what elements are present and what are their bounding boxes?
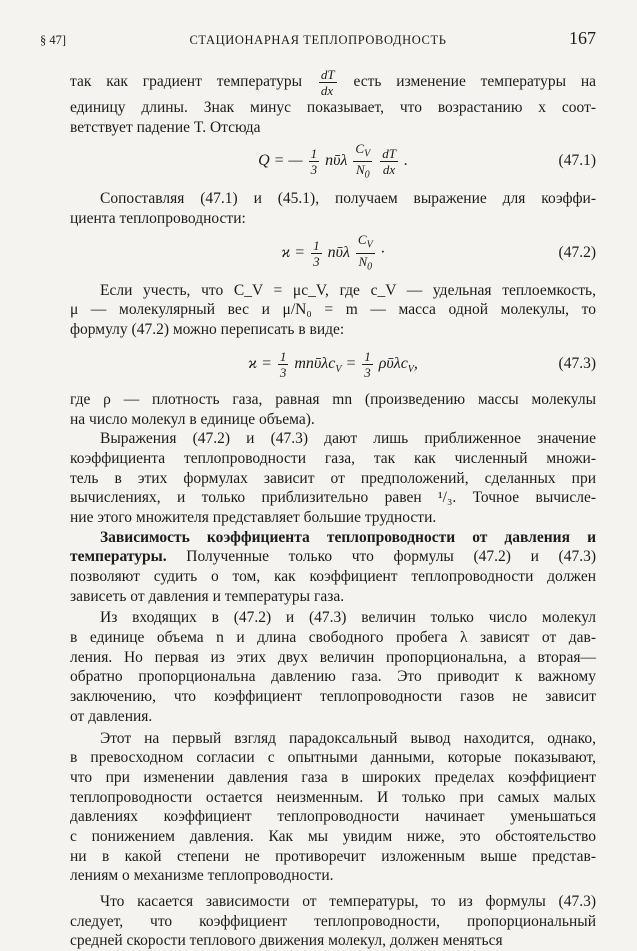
- paragraph-5-line: в единице объема n и длина свободного пробега λ зависят от дав-: [70, 629, 596, 647]
- paragraph-7-line: следует, что коэффициент теплопроводности, пропорциональный: [70, 912, 596, 930]
- paragraph-2-line: μ — молекулярный вес и μ/N₀ = m — масса одной молекулы, то: [70, 301, 596, 319]
- paragraph-4-line: зависеть от давления и температуры газа.: [70, 587, 345, 605]
- paragraph-6-line: что при изменении давления газа в широких пределах коэффициент: [70, 768, 596, 786]
- paragraph-3-line: где ρ — плотность газа, равная mn (произведению массы молекулы: [70, 390, 596, 408]
- paragraph-5-line: ления. Но первая из этих двух величин пропорциональна, а вторая—: [70, 648, 596, 666]
- paragraph-1-line: Сопоставляя (47.1) и (45.1), получаем выражение для коэффи-: [100, 190, 596, 208]
- paragraph-6-line: в превосходном согласии с опытными данными, которые показывают,: [70, 749, 596, 767]
- section-heading-line-2: [70, 547, 596, 567]
- paragraph-3-line: тель в этих формулах зависит от предположений, сделанных при: [70, 469, 596, 487]
- paragraph-5-line: от давления.: [70, 707, 153, 725]
- equation-47-1-number: (47.1): [558, 152, 596, 170]
- paragraph-3-line: коэффициента теплопроводности газа, так как численный множи-: [70, 449, 596, 467]
- paragraph-2-line: Если учесть, что C_V = μc_V, где c_V — удельная теплоемкость,: [100, 281, 596, 299]
- section-ref: § 47]: [40, 33, 67, 47]
- paragraph-5-line: обратно пропорциональна давлению газа. Это приводит к важному: [70, 668, 596, 686]
- paragraph-6-line: с понижением давления. Как мы увидим ниже, это обстоятельство: [70, 827, 596, 845]
- paragraph-3-line: на число молекул в единице объема).: [70, 410, 315, 428]
- section-heading: Зависимость коэффициента теплопроводности от давления и: [100, 528, 596, 546]
- running-title: СТАЦИОНАРНАЯ ТЕПЛОПРОВОДНОСТЬ: [189, 33, 447, 47]
- equation-47-2: [70, 229, 596, 277]
- fraction-numerator: dT: [320, 66, 335, 82]
- paragraph-6-line: Этот на первый взгляд парадоксальный вывод находится, однако,: [100, 729, 596, 747]
- equation-47-1: [70, 137, 596, 185]
- equation-47-3: [70, 340, 596, 388]
- page-number: 167: [569, 28, 596, 48]
- paragraph-3-line: Выражения (47.2) и (47.3) дают лишь приближенное значение: [100, 430, 596, 448]
- paragraph-1-line: циента теплопроводности:: [70, 210, 246, 228]
- fraction-denominator: dx: [320, 82, 334, 98]
- equation-47-1-formula: Q = — $\frac{1}{3}$ nῡλ $\frac{C_V}{N_0}$ $\frac{dT}{dx}$ .: [258, 140, 408, 181]
- section-heading-line: [100, 528, 596, 548]
- paragraph-7-line: Что касается зависимости от температуры, то из формулы (47.3): [100, 893, 596, 910]
- paragraph-2-line: формулу (47.2) можно переписать в виде:: [70, 321, 345, 339]
- paragraph-7-line: средней скорости теплового движения молекул, должен меняться: [70, 932, 503, 950]
- intro-line-1: [70, 66, 596, 98]
- section-heading-rest: Полученные только что формулы (47.2) и (47.3): [186, 548, 596, 566]
- paragraph-4-line: позволяют судить о том, как коэффициент теплопроводности должен: [70, 568, 596, 585]
- fraction-dT-dx: [319, 67, 337, 98]
- equation-47-2-number: (47.2): [558, 243, 596, 261]
- paragraph-6-line: давлениях коэффициент теплопроводности начинает уменьшаться: [70, 808, 596, 826]
- intro-text-b: есть изменение температуры на: [353, 73, 597, 90]
- paragraph-3-line: ние этого множителя представляет большие трудности.: [70, 508, 437, 526]
- paragraph-6-line: ни в какой степени не противоречит изложенным выше представ-: [70, 847, 596, 865]
- page-body: [70, 66, 596, 951]
- running-header: [40, 28, 596, 50]
- equation-47-3-formula: ϰ = $\frac{1}{3}$ $mn\upsilon̄\lambda c_V$ = $\frac{1}{3}$ $\rho\upsilon̄\lambda c_V$,: [248, 348, 418, 380]
- intro-text-a: так как градиент температуры: [70, 73, 303, 90]
- paragraph-6-line: теплопроводности остается неизменным. И только при самых малых: [70, 788, 596, 806]
- paragraph-5-line: Из входящих в (47.2) и (47.3) величин только число молекул: [100, 609, 596, 627]
- equation-47-3-number: (47.3): [558, 354, 596, 372]
- intro-line-2: единицу длины. Знак минус показывает, что возрастанию x соот-: [70, 99, 596, 116]
- equation-47-2-formula: ϰ = $\frac{1}{3}$ nῡλ $\frac{C_V}{N_0}$ ·: [281, 231, 385, 273]
- paragraph-5-line: заключению, что коэффициент теплопроводности газов не зависит: [70, 688, 596, 706]
- paragraph-3-line: вычислениях, и только приблизительно равен ¹/₃. Точное вычисле-: [70, 489, 596, 507]
- intro-line-3: ветствует падение T. Отсюда: [70, 118, 261, 136]
- section-heading-cont: температуры.: [70, 548, 167, 566]
- paragraph-6-line: лениям о механизме теплопроводности.: [70, 867, 334, 885]
